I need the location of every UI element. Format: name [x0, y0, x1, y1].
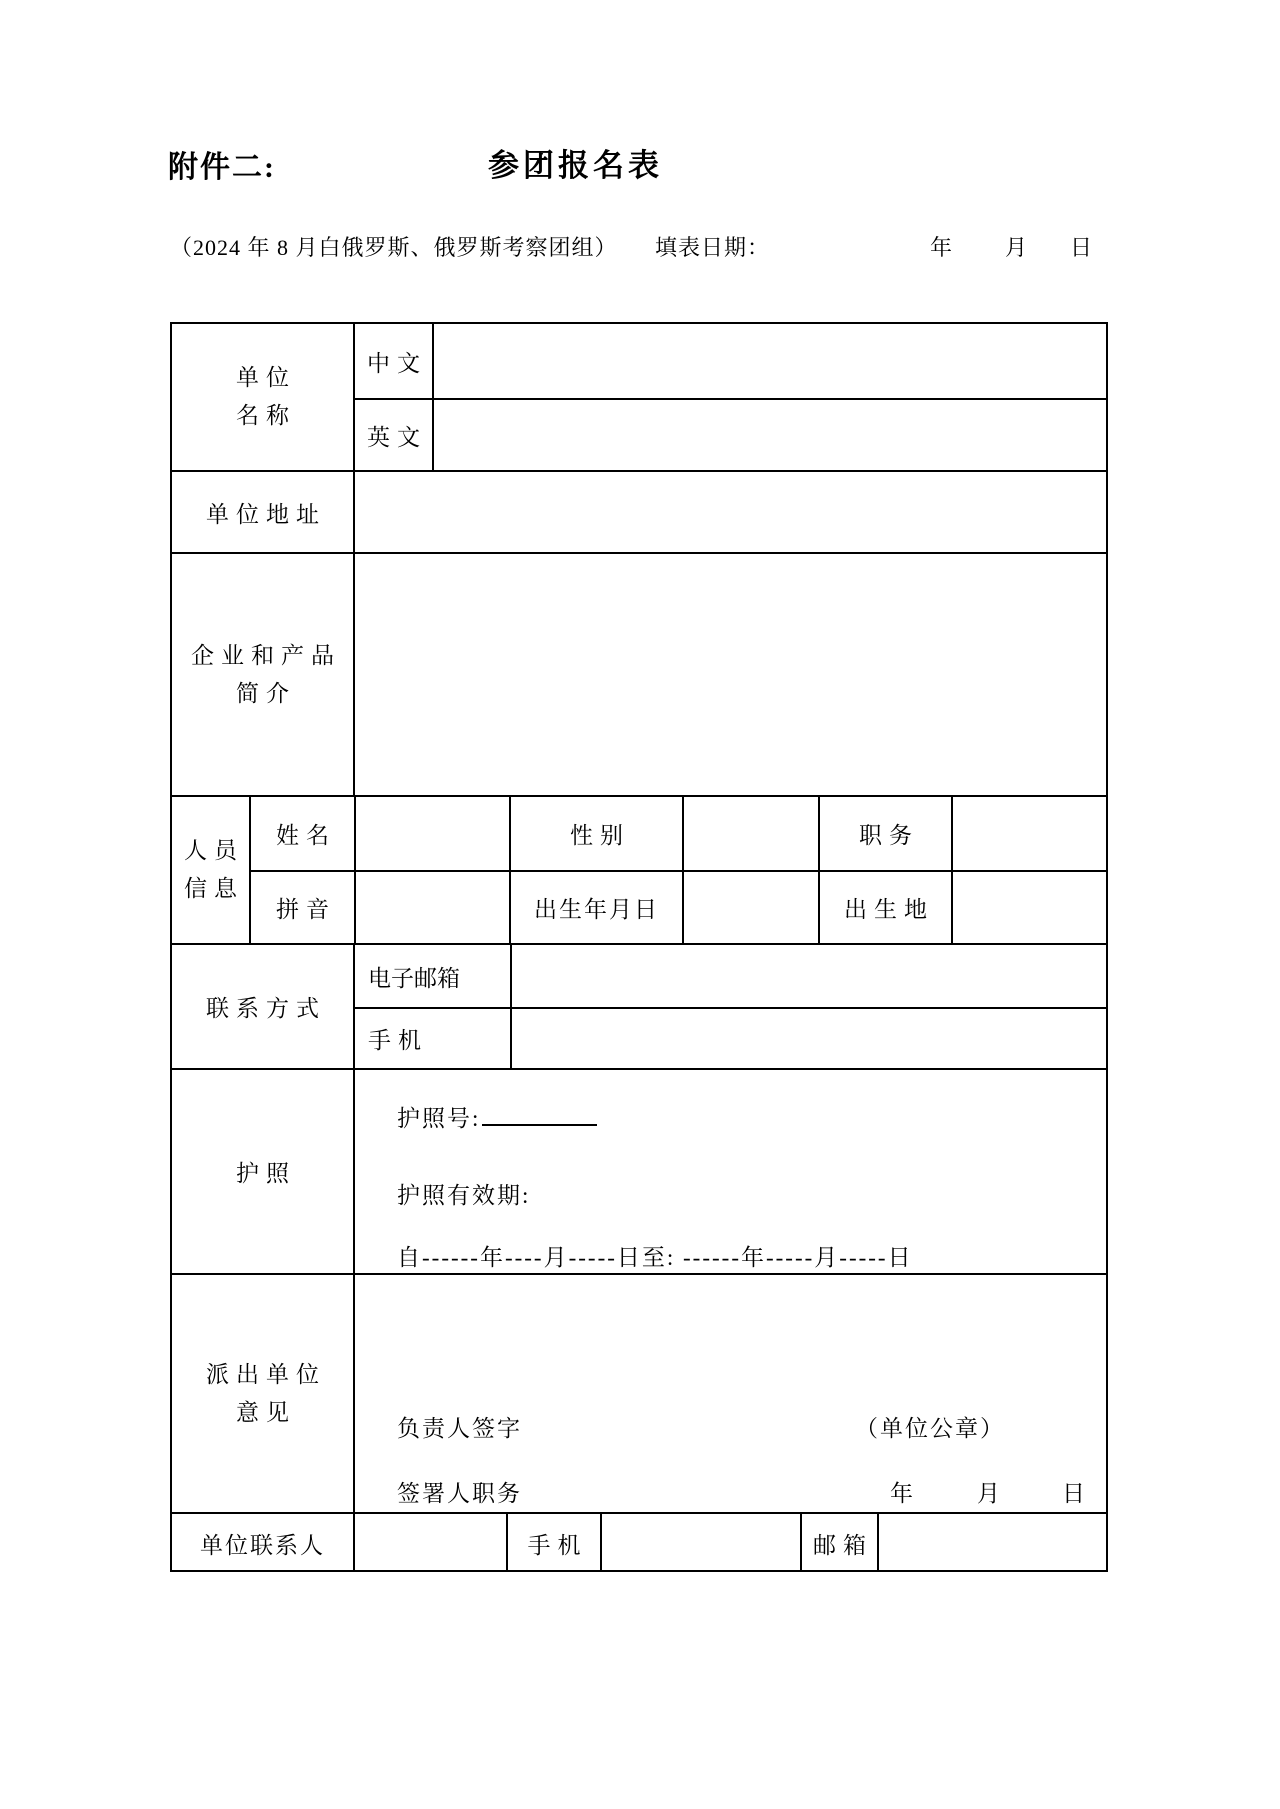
unit-contact-email-label: 邮箱 [802, 1514, 879, 1572]
signer-title-label: 签署人职务 [397, 1481, 522, 1506]
unit-name-row [172, 324, 1106, 472]
sign-label: 负责人签字 [397, 1416, 522, 1441]
unit-contact-label: 单位联系人 [172, 1514, 355, 1572]
dispatch-month-label: 月 [977, 1481, 1002, 1506]
passport-content[interactable] [355, 1070, 1106, 1273]
unit-contact-mobile-field[interactable] [602, 1514, 802, 1572]
passport-number-field[interactable] [482, 1100, 597, 1126]
dispatch-opinion-content[interactable] [355, 1275, 1106, 1512]
unit-name-label: 单位 名称 [172, 324, 355, 470]
email-label: 电子邮箱 [355, 945, 512, 1007]
unit-address-label: 单位地址 [172, 472, 355, 552]
passport-label: 护照 [172, 1070, 355, 1273]
passport-number-line: 护照号: [397, 1100, 597, 1133]
dispatch-opinion-row [172, 1275, 1106, 1514]
attachment-label: 附件二: [168, 151, 276, 184]
birth-place-label: 出生地 [820, 872, 953, 943]
seal-label: （单位公章） [855, 1416, 1005, 1441]
email-field[interactable] [512, 945, 1106, 1007]
contact-row [172, 945, 1106, 1070]
gender-label: 性别 [511, 797, 684, 870]
unit-contact-mobile-label: 手机 [508, 1514, 602, 1572]
position-label: 职务 [820, 797, 953, 870]
unit-contact-email-field[interactable] [879, 1514, 1106, 1572]
fill-date-day-label: 日 [1070, 235, 1094, 260]
birth-place-field[interactable] [953, 872, 1106, 943]
fill-date-year-label: 年 [930, 235, 954, 260]
company-intro-field[interactable] [355, 554, 1106, 795]
subtitle: （2024 年 8 月白俄罗斯、俄罗斯考察团组） [170, 235, 618, 260]
birth-date-label: 出生年月日 [511, 872, 684, 943]
unit-address-field[interactable] [355, 472, 1106, 552]
name-label: 姓名 [251, 797, 356, 870]
dispatch-opinion-label: 派出单位 意见 [172, 1275, 355, 1512]
contact-label: 联系方式 [172, 945, 355, 1068]
name-field[interactable] [356, 797, 511, 870]
dispatch-year-label: 年 [890, 1481, 915, 1506]
unit-address-row [172, 472, 1106, 554]
registration-form-table [170, 322, 1108, 1572]
fill-date-label: 填表日期： [655, 235, 771, 260]
fill-date-month-label: 月 [1005, 235, 1029, 260]
mobile-field[interactable] [512, 1009, 1106, 1068]
passport-validity-label: 护照有效期: [397, 1183, 531, 1208]
gender-field[interactable] [684, 797, 820, 870]
pinyin-label: 拼音 [251, 872, 356, 943]
passport-period-line: 自------年----月-----日至: ------年-----月-----日 [397, 1245, 913, 1270]
unit-contact-name-field[interactable] [355, 1514, 508, 1572]
page-title: 参团报名表 [488, 148, 663, 183]
unit-name-cn-field[interactable] [434, 324, 1106, 398]
personnel-label: 人员 信息 [172, 797, 251, 943]
birth-date-field[interactable] [684, 872, 820, 943]
pinyin-field[interactable] [356, 872, 511, 943]
position-field[interactable] [953, 797, 1106, 870]
unit-name-en-field[interactable] [434, 400, 1106, 470]
company-intro-label: 企业和产品 简介 [172, 554, 355, 795]
personnel-row [172, 797, 1106, 945]
passport-row [172, 1070, 1106, 1275]
unit-name-cn-label: 中文 [355, 324, 434, 398]
unit-name-en-label: 英文 [355, 400, 434, 470]
mobile-label: 手机 [355, 1009, 512, 1068]
unit-contact-row [172, 1514, 1106, 1572]
dispatch-day-label: 日 [1062, 1481, 1087, 1506]
company-intro-row [172, 554, 1106, 797]
